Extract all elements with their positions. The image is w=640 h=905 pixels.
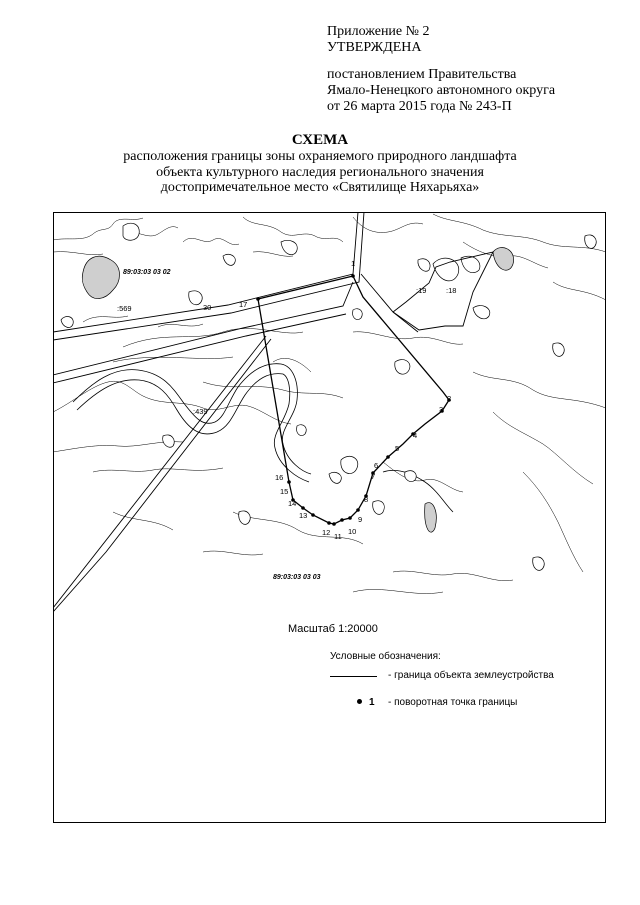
point-label-17: 17 <box>239 300 248 309</box>
point-label-8: 8 <box>364 495 369 504</box>
map-labels <box>117 259 456 581</box>
cadastral-label-0302: 89:03:03 03 02 <box>123 269 171 276</box>
title-line-3: достопримечательное место «Святилище Няхарьяха» <box>160 180 480 195</box>
appendix-number: Приложение № 2 <box>327 24 430 39</box>
point-label-6: 6 <box>374 461 379 470</box>
point-label-3: 3 <box>439 405 444 414</box>
approved-label: УТВЕРЖДЕНА <box>327 40 422 55</box>
title-main: СХЕМА <box>291 132 349 148</box>
parcel-label-19: :19 <box>416 286 427 295</box>
cadastral-label-0303: 89:03:03 03 03 <box>273 574 321 581</box>
parcel-label-18: :18 <box>446 286 457 295</box>
point-label-16: 16 <box>275 473 284 482</box>
decree-line-3: от 26 марта 2015 года № 243-П <box>327 99 512 114</box>
point-label-15: 15 <box>280 487 289 496</box>
legend-point-icon <box>357 699 362 704</box>
point-label-5: 5 <box>395 444 400 453</box>
point-label-1: 1 <box>351 259 356 268</box>
legend-point-text: - поворотная точка границы <box>388 697 518 708</box>
parcel-label-439: :439 <box>193 407 208 416</box>
point-label-7: 7 <box>371 472 376 481</box>
point-label-14: 14 <box>288 499 297 508</box>
point-label-4: 4 <box>413 431 418 440</box>
point-label-12: 12 <box>322 528 331 537</box>
point-label-2: 2 <box>447 394 452 403</box>
map-scale: Масштаб 1:20000 <box>288 623 378 635</box>
boundary-map <box>53 212 606 612</box>
point-label-11: 11 <box>334 532 342 541</box>
legend-boundary-text: - граница объекта землеустройства <box>388 670 554 681</box>
title-line-1: расположения границы зоны охраняемого природного ландшафта <box>123 149 517 164</box>
decree-line-2: Ямало-Ненецкого автономного округа <box>327 83 556 98</box>
point-label-13: 13 <box>299 511 308 520</box>
river-outline <box>73 364 453 512</box>
legend-title: Условные обозначения: <box>330 651 441 662</box>
point-label-10: 10 <box>348 527 357 536</box>
document-title <box>0 131 640 196</box>
title-line-2: объекта культурного наследия регионального значения <box>156 164 484 180</box>
decree-line-1: постановлением Правительства <box>327 67 517 82</box>
legend-boundary-line-icon <box>330 676 377 677</box>
point-label-9: 9 <box>358 515 363 524</box>
parcel-label-569: :569 <box>117 304 132 313</box>
legend-point-symbol: 1 <box>369 697 375 708</box>
parcel-label-30: 30 <box>203 303 212 312</box>
approval-header <box>327 24 627 115</box>
